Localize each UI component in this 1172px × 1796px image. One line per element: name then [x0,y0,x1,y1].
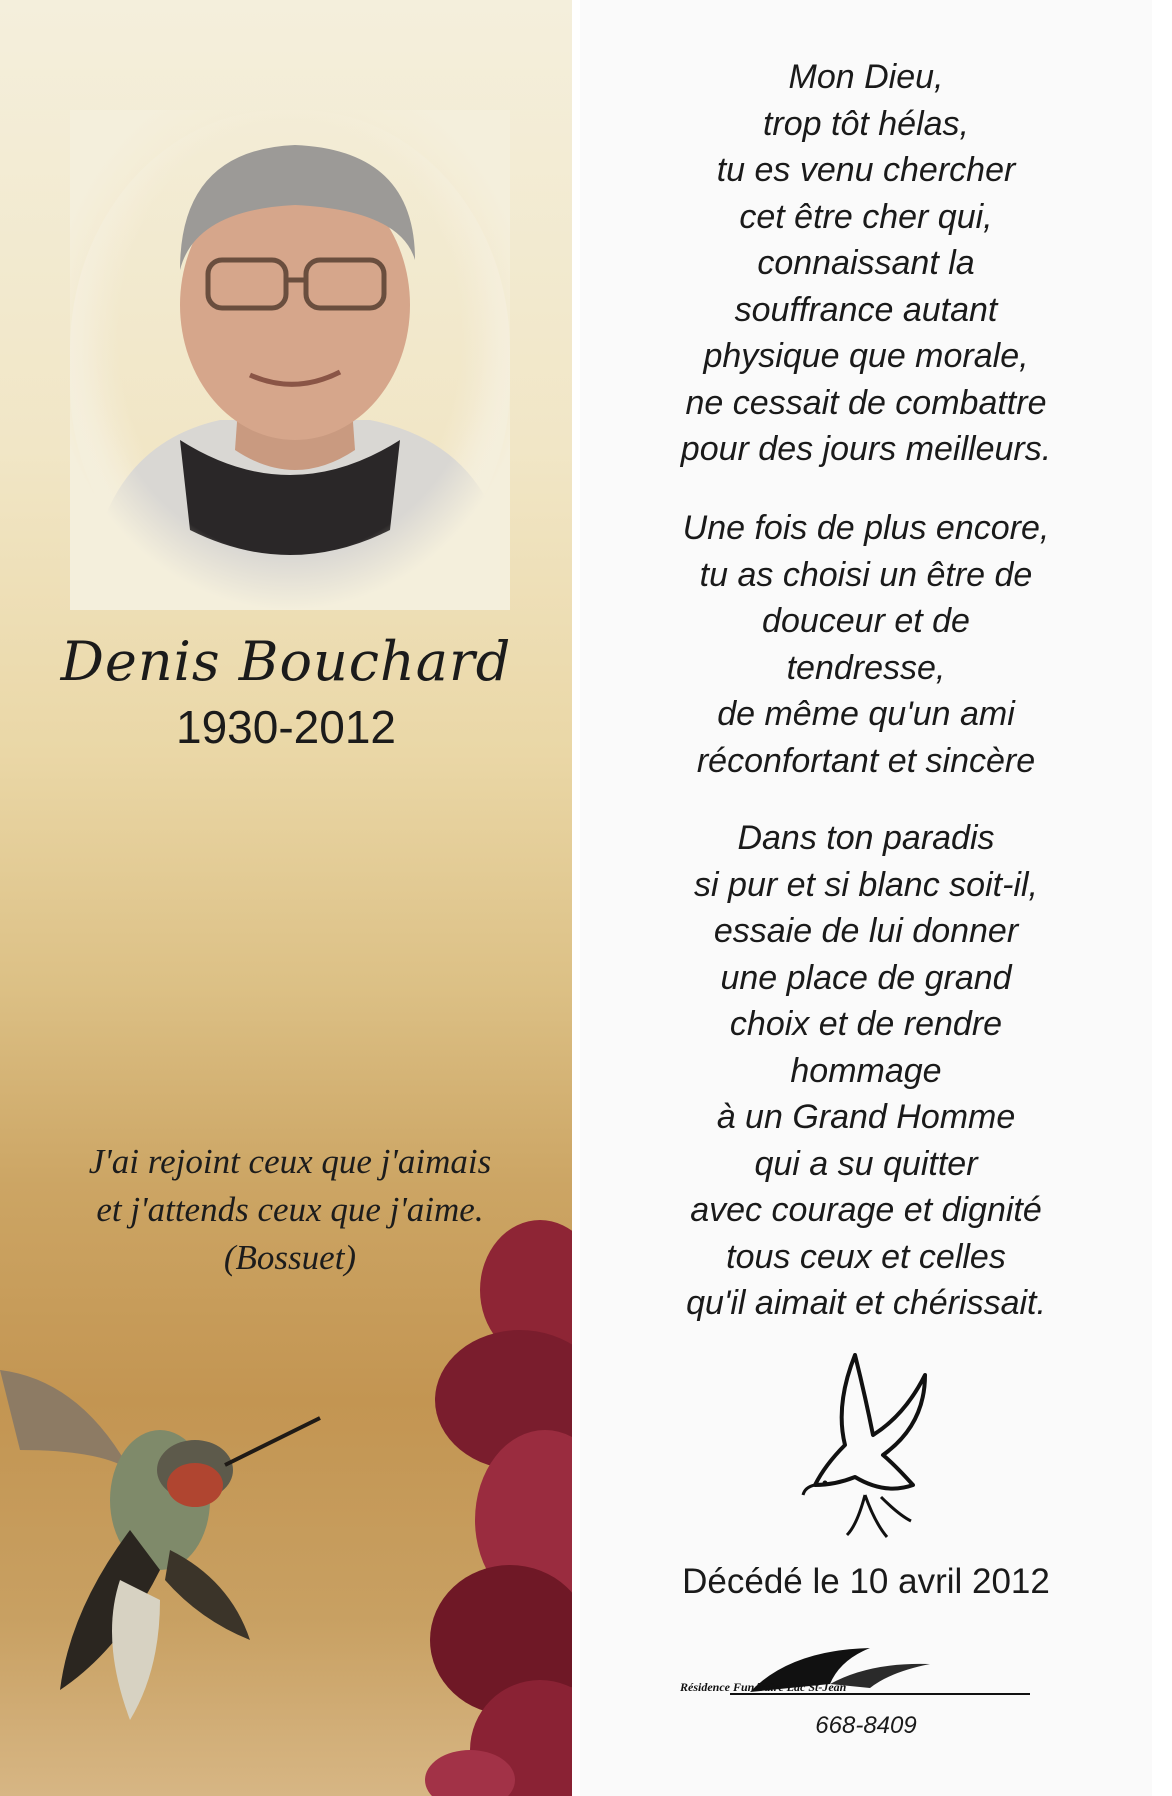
memorial-card-front [0,0,572,1796]
death-date: Décédé le 10 avril 2012 [682,1562,1050,1601]
poem-line: pour des jours meilleurs. [680,430,1052,468]
poem-line: réconfortant et sincère [696,741,1036,780]
funeral-home-phone: 668-8409 [815,1712,917,1739]
flower-icon [425,1220,572,1796]
poem-line: douceur et de [762,602,970,640]
funeral-home-name: Résidence Funéraire Lac St-Jean [680,1680,847,1694]
quote-line-2: et j'attends ceux que j'aime. [96,1190,484,1229]
poem-line: avec courage et dignité [690,1191,1042,1229]
poem-line: trop tôt hélas, [762,104,969,143]
poem-stanza-3 [580,815,1152,1327]
memorial-card-back [580,0,1152,1796]
quote-attribution: (Bossuet) [223,1238,357,1277]
poem-line: cet être cher qui, [739,197,993,236]
hummingbird-icon [0,1370,320,1720]
poem-line: choix et de rendre [729,1005,1003,1043]
poem-line: qu'il aimait et chérissait. [686,1284,1046,1322]
poem-line: tous ceux et celles [726,1237,1006,1276]
quote-line-1: J'ai rejoint ceux que j'aimais [88,1142,492,1181]
poem-line: essaie de lui donner [713,912,1019,950]
portrait-photo [70,110,510,610]
poem-line: connaissant la [757,244,975,282]
poem-line: à un Grand Homme [716,1098,1016,1136]
poem-line: de même qu'un ami [717,695,1015,733]
poem-line: une place de grand [720,958,1012,997]
deceased-name: Denis Bouchard [60,630,512,693]
poem-stanza-2 [580,505,1152,784]
poem-line: ne cessait de combattre [685,383,1047,422]
poem-line: tendresse, [786,648,946,687]
poem-line: qui a su quitter [754,1144,978,1183]
poem-stanza-1 [580,54,1152,473]
poem-line: Mon Dieu, [788,58,944,96]
poem-line: tu es venu chercher [716,151,1016,189]
poem-line: souffrance autant [734,290,998,329]
dove-icon [795,1345,935,1545]
life-dates: 1930-2012 [176,701,396,753]
poem-line: Dans ton paradis [737,819,995,857]
poem-line: si pur et si blanc soit-il, [694,865,1038,904]
poem-line: physique que morale, [703,337,1029,375]
hummingbird-flower-illustration [0,1220,572,1796]
poem-line: hommage [790,1051,942,1090]
poem-line: tu as choisi un être de [699,555,1033,594]
poem-line: Une fois de plus encore, [682,509,1050,547]
